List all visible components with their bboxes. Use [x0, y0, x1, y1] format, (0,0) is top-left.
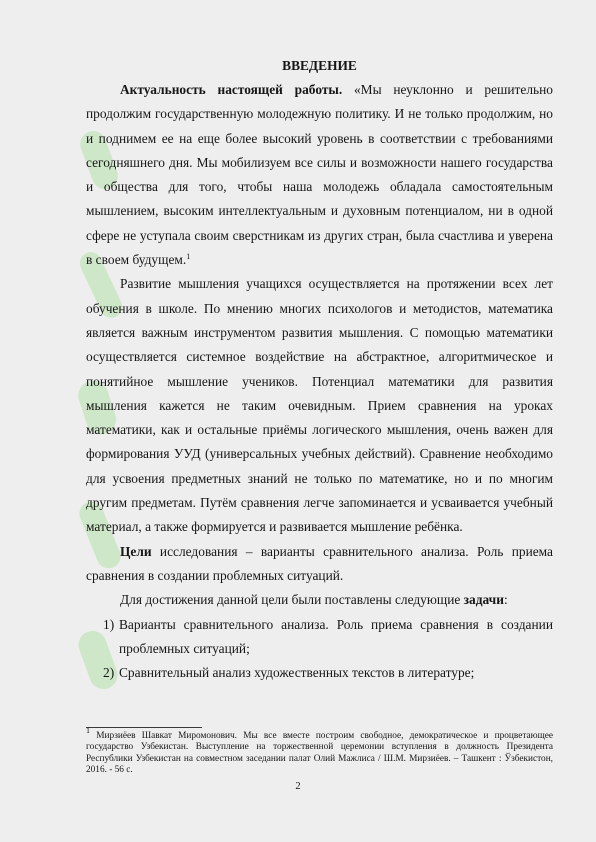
- tasks-lead-text: Для достижения данной цели были поставлены следующие: [120, 592, 464, 608]
- footnote: [86, 726, 553, 776]
- tasks-lead: [86, 588, 553, 612]
- president-quote: «Мы неуклонно и решительно продолжим государственную молодежную политику. И не только продолжим, но и поднимем ее на еще более высокий уровень в соответствии с требованиями сегодняшнего дня. Мы мобилизуем все силы и возможности нашего государства и общества для того, чтобы наша молодежь обладала самостоятельным мышлением, высоким интеллектуальным и духовным потенциалом, ни в одной сфере не уступала своим сверстникам из других стран, была счастлива и уверена в своем будущем.: [86, 82, 553, 268]
- relevance-paragraph: [86, 78, 553, 272]
- footnote-text: Мирзиёев Шавкат Миромонович. Мы все вместе построим свободное, демократическое и процветающее государство Узбекистан. Выступление на торжественной церемонии вступления в должность Президента Республики Узбекистан на совместном заседании палат Олий Мажлиса / Ш.М. Мирзиёев. – Ташкент : Ўзбекистон, 2016. - 56 с.: [86, 731, 553, 775]
- goals-paragraph: [86, 540, 553, 589]
- list-item-number: 2): [103, 665, 115, 681]
- footnote-separator: [86, 727, 202, 728]
- list-item-text: Сравнительный анализ художественных текстов в литературе;: [119, 665, 475, 681]
- tasks-colon: :: [503, 592, 508, 608]
- tasks-label: задачи: [463, 592, 504, 608]
- list-item-text: Варианты сравнительного анализа. Роль приема сравнения в создании проблемных ситуаций;: [119, 616, 553, 656]
- page-title: ВВЕДЕНИЕ: [282, 58, 357, 73]
- document-body: [86, 56, 553, 685]
- tasks-list: [86, 613, 553, 686]
- relevance-label: Актуальность настоящей работы.: [120, 82, 343, 97]
- footnote-mark: 1: [86, 726, 90, 735]
- list-item: [86, 661, 553, 685]
- thinking-development-paragraph: Развитие мышления учащихся осуществляется на протяжении всех лет обучения в школе. По мнению многих психологов и методистов, математика является важным инструментом развития мышления. С помощью математики осуществляется системное воздействие на абстрактное, алгоритмическое и понятийное мышление учеников. Потенциал математики для развития мышления кажется не таким очевидным. Прием сравнения на уроках математики, как и остальные приёмы логического мышления, очень важен для формирования УУД (универсальных учебных действий). Сравнение необходимо для усвоения предметных знаний не только по математике, но и по многим другим предметам. Путём сравнения легче запоминается и усваивается учебный материал, а также формируется и развивается мышление ребёнка.: [86, 276, 553, 535]
- goals-text: исследования – варианты сравнительного анализа. Роль приема сравнения в создании проблемных ситуаций.: [86, 543, 553, 583]
- goals-label: Цели: [120, 543, 152, 559]
- list-item: [86, 613, 553, 662]
- list-item-number: 1): [103, 616, 115, 632]
- footnote-reference[interactable]: 1: [186, 252, 191, 262]
- page-number: 2: [295, 781, 301, 792]
